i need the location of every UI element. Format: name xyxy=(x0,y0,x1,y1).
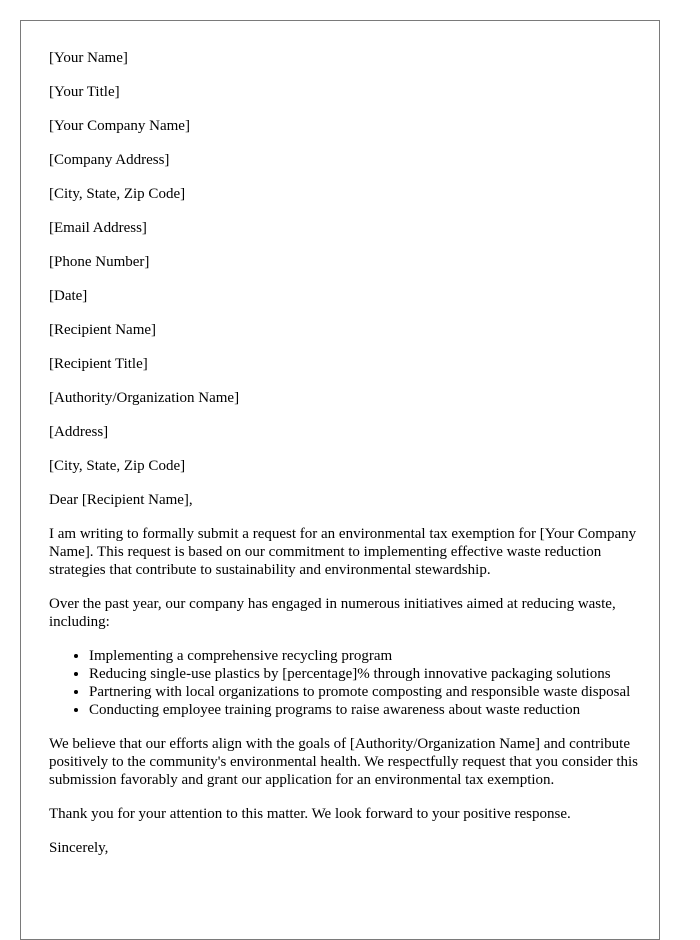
recipient-address: [Address] xyxy=(49,424,109,440)
closing: Sincerely, xyxy=(49,840,109,856)
list-item: • Reducing single-use plastics by [percentage]% through innovative packaging solutions xyxy=(89,665,641,683)
initiatives-intro-paragraph: Over the past year, our company has engaged in numerous initiatives aimed at reducing waste, including: xyxy=(49,596,616,630)
list-item: • Implementing a comprehensive recycling program xyxy=(89,647,641,665)
thanks-paragraph: Thank you for your attention to this matter. We look forward to your positive response. xyxy=(49,806,571,822)
recipient-title: [Recipient Title] xyxy=(49,356,148,372)
letter-page xyxy=(20,20,660,940)
initiatives-list xyxy=(49,647,641,719)
sender-email: [Email Address] xyxy=(49,220,147,236)
recipient-name: [Recipient Name] xyxy=(49,322,157,338)
sender-name: [Your Name] xyxy=(49,50,128,66)
list-item: • Conducting employee training programs to raise awareness about waste reduction xyxy=(89,701,641,719)
letter-content xyxy=(49,49,641,873)
sender-company: [Your Company Name] xyxy=(49,118,190,134)
list-item: • Partnering with local organizations to promote composting and responsible waste disposal xyxy=(89,683,641,701)
letter-date: [Date] xyxy=(49,288,88,304)
recipient-organization: [Authority/Organization Name] xyxy=(49,390,240,406)
intro-paragraph: I am writing to formally submit a request for an environmental tax exemption for [Your Company Name]. This request is based on our commitment to implementing effective waste reduction strategies that contribute to sustainability and environmental stewardship. xyxy=(49,526,637,578)
request-paragraph: We believe that our efforts align with the goals of [Authority/Organization Name] and contribute positively to the community's environmental health. We respectfully request that you consider this submission favorably and grant our application for an environmental tax exemption. xyxy=(49,736,639,788)
sender-phone: [Phone Number] xyxy=(49,254,150,270)
sender-address: [Company Address] xyxy=(49,152,170,168)
sender-title: [Your Title] xyxy=(49,84,120,100)
recipient-city-state-zip: [City, State, Zip Code] xyxy=(49,458,186,474)
sender-city-state-zip: [City, State, Zip Code] xyxy=(49,186,186,202)
salutation: Dear [Recipient Name], xyxy=(49,492,193,508)
